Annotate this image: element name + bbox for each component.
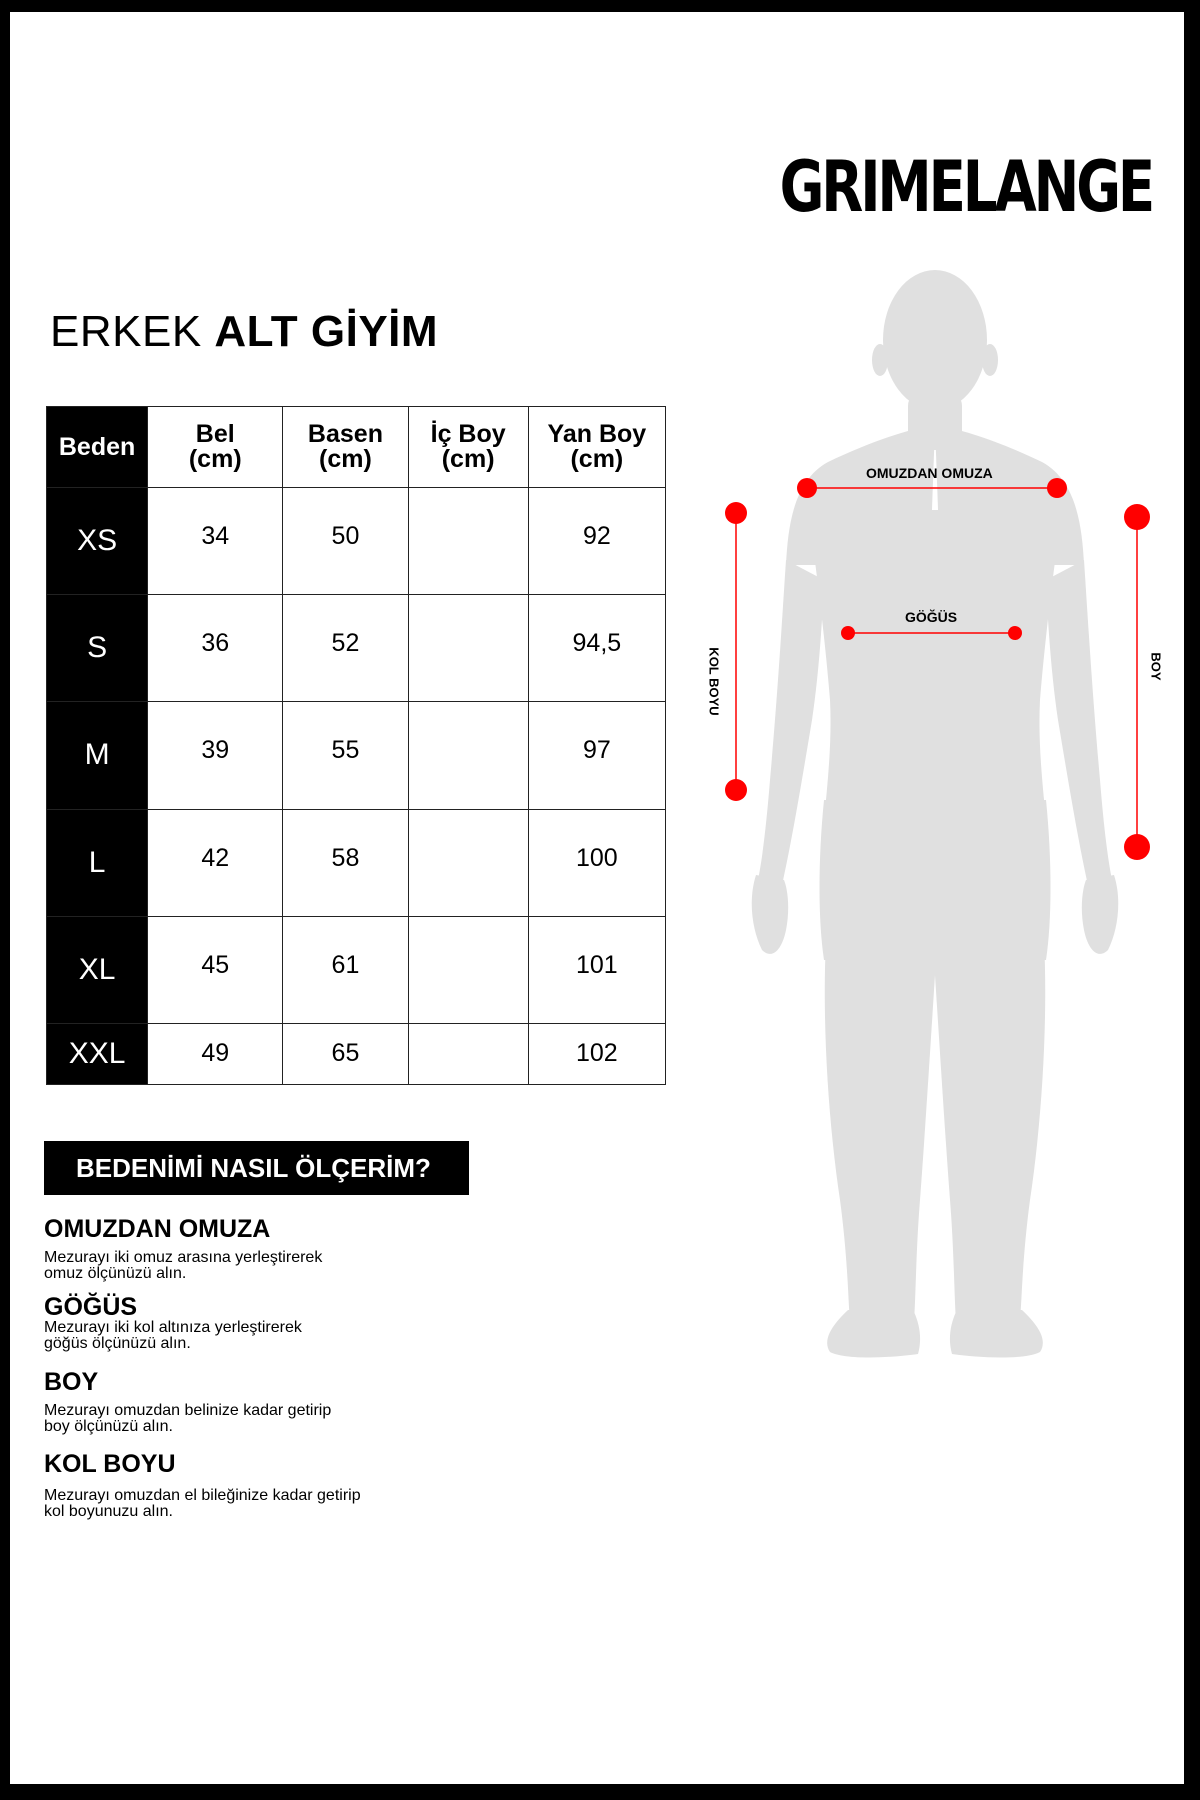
- header-unit: (cm): [570, 445, 624, 473]
- section-heading-chest: GÖĞÜS: [44, 1293, 138, 1321]
- length-top-dot: [1124, 504, 1150, 530]
- sleeve-bottom-dot: [725, 779, 747, 801]
- header-label: Yan Boy: [547, 420, 647, 448]
- desc-line: omuz ölçünüzü alın.: [44, 1265, 187, 1282]
- ic-boy-cell: [408, 809, 528, 916]
- basen-cell: 58: [283, 809, 408, 916]
- brand-logo: GRIMELANGE: [779, 146, 1153, 228]
- header-unit: (cm): [319, 445, 372, 473]
- sleeve-measure-label: KOL BOYU: [706, 647, 722, 716]
- ic-boy-cell: [408, 1023, 528, 1084]
- length-measure-label: BOY: [1148, 652, 1164, 681]
- size-cell: M: [47, 702, 148, 809]
- bel-cell: 45: [148, 916, 283, 1023]
- ic-boy-cell: [408, 595, 528, 702]
- size-cell: S: [47, 595, 148, 702]
- body-figure: [700, 260, 1180, 1370]
- table-row: [47, 595, 666, 702]
- section-heading-shoulder: OMUZDAN OMUZA: [44, 1215, 271, 1243]
- ic-boy-cell: [408, 702, 528, 809]
- ic-boy-cell: [408, 916, 528, 1023]
- yan-boy-cell: 92: [528, 488, 665, 595]
- yan-boy-cell: 94,5: [528, 595, 665, 702]
- desc-line: Mezurayı iki omuz arasına yerleştirerek: [44, 1249, 323, 1266]
- size-cell: XL: [47, 916, 148, 1023]
- header-label: İç Boy: [430, 420, 506, 448]
- section-desc-sleeve: [44, 1488, 424, 1520]
- bel-cell: 49: [148, 1023, 283, 1084]
- size-cell: XXL: [47, 1023, 148, 1084]
- desc-line: Mezurayı omuzdan belinize kadar getirip: [44, 1402, 332, 1419]
- table-row: [47, 488, 666, 595]
- section-desc-chest: [44, 1320, 424, 1352]
- yan-boy-cell: 102: [528, 1023, 665, 1084]
- desc-line: kol boyunuzu alın.: [44, 1503, 173, 1520]
- desc-line: boy ölçünüzü alın.: [44, 1418, 173, 1435]
- yan-boy-cell: 97: [528, 702, 665, 809]
- header-yan-boy: [528, 407, 665, 488]
- title-bold: ALT GİYİM: [214, 307, 439, 356]
- chest-measure-label: GÖĞÜS: [905, 609, 958, 625]
- title-light: ERKEK: [50, 307, 215, 356]
- header-unit: (cm): [441, 445, 495, 473]
- desc-line: Mezurayı iki kol altınıza yerleştirerek: [44, 1319, 302, 1336]
- header-label: Basen: [307, 420, 383, 448]
- shoulder-measure-label: OMUZDAN OMUZA: [866, 465, 993, 481]
- page-title: [50, 307, 439, 356]
- length-bottom-dot: [1124, 834, 1150, 860]
- bel-cell: 39: [148, 702, 283, 809]
- how-to-measure-banner: BEDENİMİ NASIL ÖLÇERİM?: [44, 1141, 469, 1195]
- ic-boy-cell: [408, 488, 528, 595]
- section-desc-shoulder: [44, 1250, 424, 1282]
- table-header-row: [47, 407, 666, 488]
- table-row: [47, 916, 666, 1023]
- section-desc-length: [44, 1403, 424, 1435]
- shoulder-left-dot: [797, 478, 817, 498]
- table-row: [47, 1023, 666, 1084]
- sleeve-top-dot: [725, 502, 747, 524]
- basen-cell: 50: [283, 488, 408, 595]
- body-silhouette: [752, 270, 1119, 1358]
- desc-line: göğüs ölçünüzü alın.: [44, 1335, 191, 1352]
- size-table: [46, 406, 666, 1085]
- section-heading-length: BOY: [44, 1368, 99, 1396]
- size-cell: L: [47, 809, 148, 916]
- basen-cell: 65: [283, 1023, 408, 1084]
- shoulder-right-dot: [1047, 478, 1067, 498]
- header-unit: (cm): [188, 445, 242, 473]
- header-basen: [283, 407, 408, 488]
- section-heading-sleeve: KOL BOYU: [44, 1450, 176, 1478]
- table-row: [47, 702, 666, 809]
- header-bel: [148, 407, 283, 488]
- header-label: Beden: [58, 432, 136, 461]
- bel-cell: 34: [148, 488, 283, 595]
- table-row: [47, 809, 666, 916]
- bel-cell: 36: [148, 595, 283, 702]
- yan-boy-cell: 101: [528, 916, 665, 1023]
- bel-cell: 42: [148, 809, 283, 916]
- basen-cell: 52: [283, 595, 408, 702]
- size-cell: XS: [47, 488, 148, 595]
- chest-right-dot: [1008, 626, 1022, 640]
- chest-left-dot: [841, 626, 855, 640]
- yan-boy-cell: 100: [528, 809, 665, 916]
- basen-cell: 61: [283, 916, 408, 1023]
- header-label: Bel: [195, 420, 235, 448]
- header-ic-boy: [408, 407, 528, 488]
- header-beden: [47, 407, 148, 488]
- desc-line: Mezurayı omuzdan el bileğinize kadar getirip: [44, 1487, 361, 1504]
- basen-cell: 55: [283, 702, 408, 809]
